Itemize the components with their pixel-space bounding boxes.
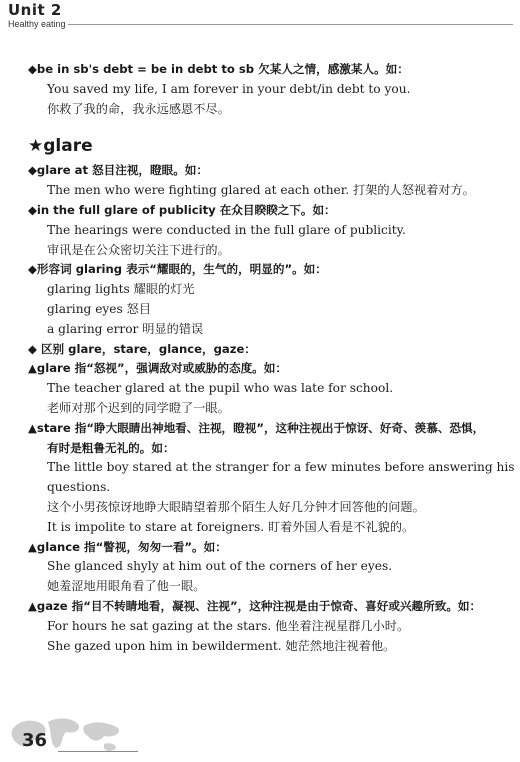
- word-title: ★glare: [28, 136, 93, 157]
- entry-heading: ▲glance 指“瞥视，匆匆一看”。如：: [28, 539, 227, 554]
- example-line: 这个小男孩惊讶地睁大眼睛望着那个陌生人好几分钟才回答他的问题。: [47, 499, 425, 514]
- example-line: It is impolite to stare at foreigners. 盯着外国人看是不礼貌的。: [47, 519, 415, 534]
- example-line: The hearings were conducted in the full glare of publicity.: [47, 222, 406, 237]
- example-line: 老师对那个迟到的同学瞪了一眼。: [47, 400, 230, 415]
- entry-heading: ◆形容词 glaring 表示“耀眼的，生气的，明显的”。如：: [28, 262, 327, 277]
- example-line: She glanced shyly at him out of the corners of her eyes.: [47, 559, 393, 574]
- example-line: 她羞涩地用眼角看了他一眼。: [47, 579, 206, 594]
- example-line: glaring lights 耀眼的灯光: [47, 282, 195, 297]
- header-rule: [68, 24, 513, 25]
- entry-heading: ◆ 区别 glare，stare，glance，gaze：: [28, 341, 256, 356]
- entry-heading: ▲stare 指“睁大眼睛出神地看、注视，瞪视”，这种注视出于惊讶、好奇、羡慕、恐惧，: [28, 420, 485, 435]
- page-body: [28, 60, 515, 656]
- example-line: For hours he sat gazing at the stars. 他坐着注视星群几小时。: [47, 618, 410, 633]
- entry-heading: ◆be in sb's debt = be in debt to sb 欠某人之情，感激某人。如：: [28, 62, 409, 76]
- example-line: The men who were fighting glared at each other. 打架的人怒视着对方。: [47, 183, 475, 198]
- entry-heading: ◆glare at 怒目注视，瞪眼。如：: [28, 163, 208, 178]
- entry-heading: ◆in the full glare of publicity 在众目睽睽之下。如：: [28, 202, 336, 217]
- entry-heading: ▲glare 指“怒视”，强调敌对或威胁的态度。如：: [28, 361, 287, 376]
- example-line: 你救了我的命，我永远感恩不尽。: [47, 101, 230, 116]
- entry-heading: ▲gaze 指“目不转睛地看，凝视、注视”，这种注视是由于惊奇、喜好或兴趣所致。如：: [28, 598, 482, 613]
- example-line: questions.: [47, 480, 111, 495]
- example-line: You saved my life, I am forever in your debt/in debt to you.: [47, 81, 411, 96]
- entry-heading: 有时是粗鲁无礼的。如：: [47, 440, 175, 455]
- unit-title: Unit 2: [8, 1, 62, 19]
- unit-subtitle: Healthy eating: [8, 19, 66, 29]
- example-line: 审讯是在公众密切关注下进行的。: [47, 242, 230, 257]
- page-number: 36: [22, 730, 48, 751]
- example-line: The little boy stared at the stranger for a few minutes before answering his: [47, 460, 515, 475]
- example-line: glaring eyes 怒目: [47, 301, 152, 316]
- example-line: a glaring error 明显的错误: [47, 321, 204, 336]
- example-line: The teacher glared at the pupil who was late for school.: [47, 381, 394, 396]
- page-header: [8, 2, 513, 29]
- example-line: She gazed upon him in bewilderment. 她茫然地注视着他。: [47, 638, 396, 653]
- footer-rule: [58, 751, 138, 752]
